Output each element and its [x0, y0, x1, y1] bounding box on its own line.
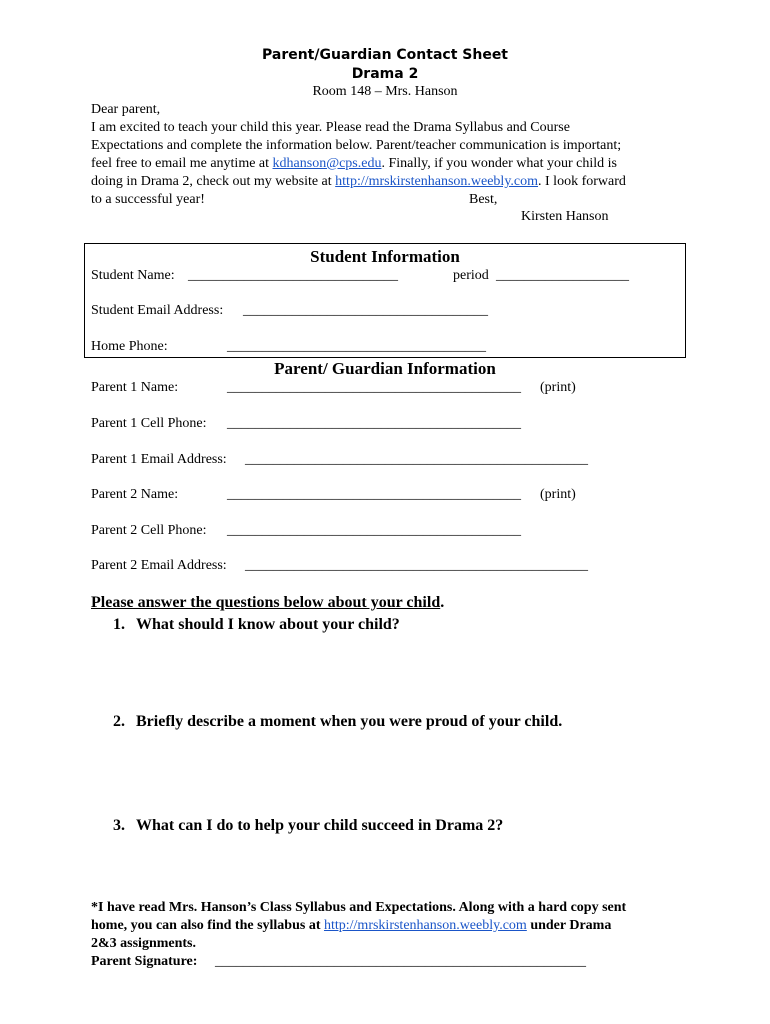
- website-link[interactable]: http://mrskirstenhanson.weebly.com: [335, 173, 539, 189]
- parent2-name-field[interactable]: __________________________________________: [227, 487, 521, 502]
- closing: Best,: [469, 191, 498, 207]
- intro-text: to a successful year!: [91, 191, 205, 207]
- intro-text: doing in Drama 2, check out my website at: [91, 173, 336, 189]
- page-title: Parent/Guardian Contact Sheet: [261, 47, 509, 63]
- intro-text: . I look forward: [538, 173, 626, 189]
- intro-letter: [91, 101, 691, 208]
- intro-line: [91, 173, 691, 191]
- intro-text: . Finally, if you wonder what your child is: [381, 155, 617, 171]
- email-link[interactable]: kdhanson@cps.edu: [272, 155, 382, 171]
- question-1-number: 1.: [113, 616, 125, 633]
- home-phone-label: Home Phone:: [91, 339, 168, 354]
- page-subtitle: Drama 2: [351, 66, 419, 82]
- question-2: Briefly describe a moment when you were proud of your child.: [136, 713, 563, 730]
- room-line: Room 148 – Mrs. Hanson: [312, 84, 458, 99]
- parent2-name-label: Parent 2 Name:: [91, 487, 179, 502]
- parent-info-heading: Parent/ Guardian Information: [274, 359, 496, 378]
- parent2-email-label: Parent 2 Email Address:: [91, 558, 227, 573]
- student-name-label: Student Name:: [91, 268, 175, 283]
- intro-text: feel free to email me anytime at: [91, 155, 273, 171]
- questions-intro: [91, 594, 444, 612]
- period-label: period: [453, 268, 489, 283]
- question-3: What can I do to help your child succeed in Drama 2?: [136, 817, 504, 834]
- parent1-cell-field[interactable]: __________________________________________: [227, 416, 521, 431]
- acknowledgement-text: home, you can also find the syllabus at: [91, 918, 324, 933]
- questions-intro-text: Please answer the questions below about your child: [91, 594, 441, 611]
- question-2-number: 2.: [113, 713, 125, 730]
- parent1-cell-label: Parent 1 Cell Phone:: [91, 416, 207, 431]
- student-info-heading: Student Information: [310, 247, 460, 266]
- intro-line: Expectations and complete the information below. Parent/teacher communication is important;: [91, 137, 622, 153]
- teacher-signature: Kirsten Hanson: [521, 209, 609, 224]
- question-3-number: 3.: [113, 817, 125, 834]
- print-note: (print): [540, 487, 576, 502]
- student-email-label: Student Email Address:: [91, 303, 224, 318]
- syllabus-link[interactable]: http://mrskirstenhanson.weebly.com: [323, 918, 527, 933]
- acknowledgement-line: [91, 918, 611, 934]
- parent1-name-field[interactable]: __________________________________________: [227, 380, 521, 395]
- intro-line: [91, 191, 691, 209]
- home-phone-field[interactable]: _____________________________________: [227, 339, 486, 354]
- intro-line: I am excited to teach your child this year. Please read the Drama Syllabus and Course: [91, 119, 570, 135]
- parent1-email-field[interactable]: _________________________________________________: [245, 452, 588, 467]
- acknowledgement-line: 2&3 assignments.: [91, 936, 197, 951]
- student-name-field[interactable]: ______________________________: [188, 268, 398, 283]
- parent2-cell-field[interactable]: __________________________________________: [227, 523, 521, 538]
- student-email-field[interactable]: ___________________________________: [243, 303, 488, 318]
- parent-signature-field[interactable]: _____________________________________________________: [215, 954, 586, 969]
- acknowledgement-text: under Drama: [526, 918, 612, 933]
- parent1-email-label: Parent 1 Email Address:: [91, 452, 227, 467]
- question-1: What should I know about your child?: [136, 616, 400, 633]
- intro-line: [91, 155, 691, 173]
- questions-intro-period: .: [440, 594, 445, 611]
- period-field[interactable]: ___________________: [496, 268, 629, 283]
- parent-signature-label: Parent Signature:: [91, 954, 198, 969]
- parent2-email-field[interactable]: _________________________________________________: [245, 558, 588, 573]
- print-note: (print): [540, 380, 576, 395]
- greeting: Dear parent,: [91, 102, 161, 117]
- parent1-name-label: Parent 1 Name:: [91, 380, 179, 395]
- parent2-cell-label: Parent 2 Cell Phone:: [91, 523, 207, 538]
- acknowledgement-line: *I have read Mrs. Hanson’s Class Syllabus and Expectations. Along with a hard copy sent: [91, 900, 627, 915]
